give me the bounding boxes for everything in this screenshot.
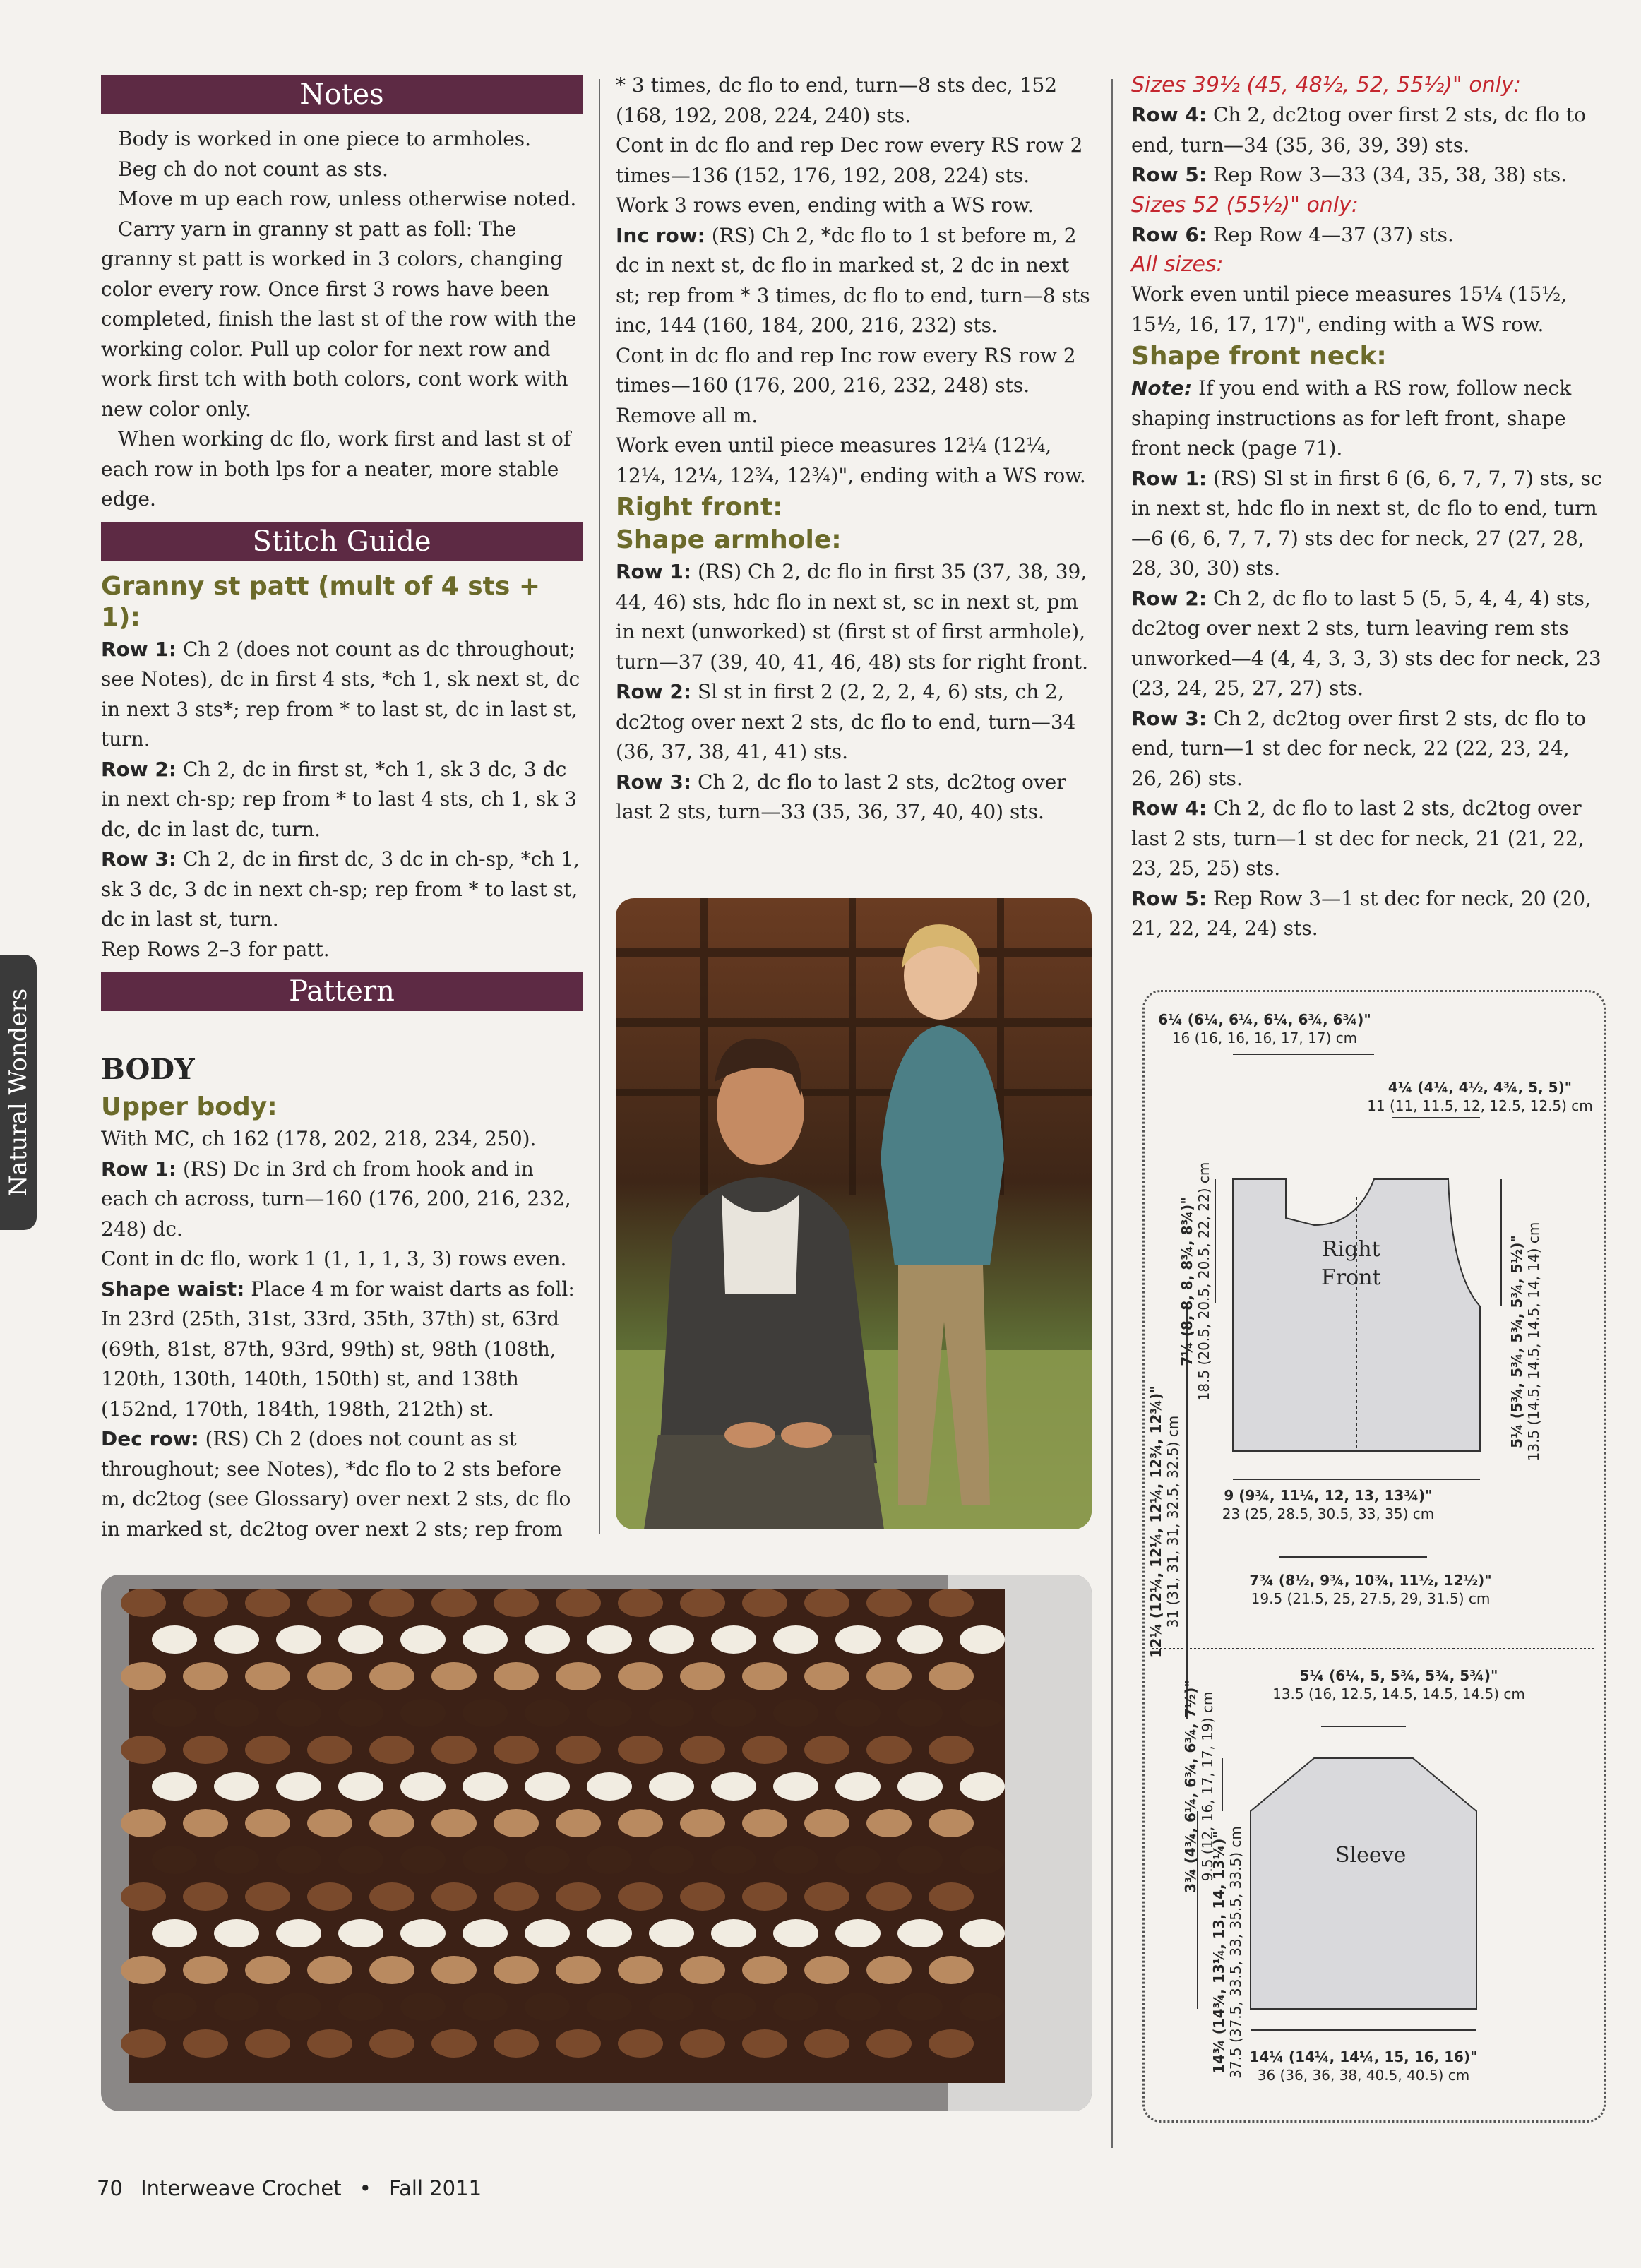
stitch-cluster [742, 1662, 787, 1690]
stitch-cluster [929, 1589, 974, 1617]
stitch-cluster [742, 2029, 787, 2058]
note: Body is worked in one piece to armholes. [118, 127, 532, 150]
stitch-cluster [742, 1736, 787, 1764]
stitch-cluster [152, 1772, 197, 1801]
stitch-cluster [649, 1699, 694, 1727]
stitch-cluster [463, 1993, 508, 2021]
dim-neck-width: 6¼ (6¼, 6¼, 6¼, 6¾, 6¾)" 16 (16, 16, 16, 17, 17) cm [1158, 1011, 1371, 1046]
stitch-cluster [214, 1772, 259, 1801]
stitch-cluster [587, 1625, 632, 1654]
paragraph: Work even until piece measures 12¼ (12¼, 12¼, 12¼, 12¾, 12¾)", ending with a WS row. [616, 434, 1086, 487]
stitch-cluster [183, 1882, 228, 1911]
granny-row: Row 1: Ch 2 (does not count as dc throughout; see Notes), dc in first 4 sts, *ch 1, sk next st, dc in next 3 sts*; rep from * to last st, dc in last st, turn. [101, 637, 580, 751]
column-3 [1131, 71, 1604, 944]
stitch-cluster [804, 2029, 849, 2058]
shape-armhole-heading: Shape armhole: [616, 525, 842, 554]
stitch-detail-photo [101, 1575, 1092, 2111]
sizes-heading: Sizes 52 (55½)" only: [1131, 192, 1359, 217]
stitch-cluster [183, 1589, 228, 1617]
stitch-cluster [152, 1919, 197, 1947]
stitch-cluster [929, 1736, 974, 1764]
column-rule [1111, 79, 1113, 2148]
paragraph: Remove all m. [616, 403, 758, 427]
paragraph: Work 3 rows even, ending with a WS row. [616, 193, 1034, 217]
stitch-cluster [525, 1919, 570, 1947]
stitch-cluster [525, 1993, 570, 2021]
stitch-cluster [245, 1662, 290, 1690]
right-front-heading: Right front: [616, 493, 783, 522]
stitch-cluster [618, 1809, 663, 1837]
stitch-cluster [649, 1993, 694, 2021]
stitch-cluster [618, 1662, 663, 1690]
stitch-cluster [152, 1846, 197, 1874]
stitch-cluster [680, 1736, 725, 1764]
stitch-cluster [494, 1882, 539, 1911]
stitch-cluster [897, 1919, 943, 1947]
stitch-cluster [866, 1589, 912, 1617]
stitch-cluster [245, 2029, 290, 2058]
stitch-cluster [835, 1625, 881, 1654]
stitch-cluster [400, 1919, 446, 1947]
stitch-cluster [525, 1699, 570, 1727]
stitch-cluster [587, 1919, 632, 1947]
stitch-cluster [525, 1625, 570, 1654]
stitch-cluster [463, 1772, 508, 1801]
stitch-cluster [214, 1699, 259, 1727]
stitch-cluster [307, 1882, 352, 1911]
stitch-cluster [431, 1809, 477, 1837]
dim-waist-width: 7¾ (8½, 9¾, 10¾, 11½, 12½)" 19.5 (21.5, 25, 27.5, 29, 31.5) cm [1249, 1572, 1492, 1607]
stitch-cluster [897, 1699, 943, 1727]
stitch-cluster [245, 1956, 290, 1984]
stitch-cluster [929, 1809, 974, 1837]
stitch-cluster [338, 1772, 383, 1801]
rep-rows: Rep Rows 2–3 for patt. [101, 937, 330, 961]
stitch-cluster [742, 1956, 787, 1984]
column-2 [616, 71, 1092, 828]
stitch-cluster [960, 1919, 1005, 1947]
stitch-cluster [338, 1625, 383, 1654]
stitch-cluster [866, 1809, 912, 1837]
row-instruction: Row 3: Ch 2, dc2tog over first 2 sts, dc flo to end, turn—1 st dec for neck, 22 (22, 23, 24, 26, 26) sts. [1131, 706, 1586, 790]
stitch-cluster [307, 1736, 352, 1764]
stitch-cluster [773, 1625, 818, 1654]
stitch-guide-heading: Stitch Guide [101, 522, 583, 561]
stitch-cluster [742, 1589, 787, 1617]
stitch-cluster [804, 1956, 849, 1984]
stitch-cluster [773, 1919, 818, 1947]
stitch-cluster [680, 1882, 725, 1911]
stitch-cluster [431, 1882, 477, 1911]
stitch-cluster [835, 1699, 881, 1727]
paragraph: * 3 times, dc flo to end, turn—8 sts dec, 152 (168, 192, 208, 224, 240) sts. [616, 73, 1058, 127]
row-instruction: Row 1: (RS) Sl st in first 6 (6, 6, 7, 7, 7) sts, sc in next st, hdc flo in next st, dc flo to end, turn—6 (6, 6, 7, 7, 7) sts dec for neck, 27 (27, 28, 28, 30, 30) sts. [1131, 466, 1602, 580]
row-instruction: Row 4: Ch 2, dc2tog over first 2 sts, dc flo to end, turn—34 (35, 36, 39, 39) sts. [1131, 103, 1586, 157]
row-instruction: Row 1: (RS) Ch 2, dc flo in first 35 (37, 38, 39, 44, 46) sts, hdc flo in next st, sc in next st, pm in next (unworked) st (first st of first armhole), turn—37 (39, 40, 41, 46, 48) sts for right front. [616, 560, 1088, 674]
column-1 [101, 71, 583, 1544]
stitch-cluster [431, 1956, 477, 1984]
issue-name: Fall 2011 [389, 2176, 482, 2200]
stitch-cluster [835, 1772, 881, 1801]
page-footer [97, 2176, 493, 2200]
paragraph: Work even until piece measures 15¼ (15½, 15½, 16, 17, 17)", ending with a WS row. [1131, 282, 1568, 336]
note: When working dc flo, work first and last st of each row in both lps for a neater, more stable edge. [101, 427, 571, 511]
stitch-cluster [338, 1919, 383, 1947]
stitch-cluster [835, 1919, 881, 1947]
stitch-cluster [680, 1809, 725, 1837]
stitch-cluster [680, 1956, 725, 1984]
stitch-cluster [742, 1882, 787, 1911]
stitch-cluster [307, 1809, 352, 1837]
stitch-cluster [183, 1736, 228, 1764]
stitch-cluster [525, 1846, 570, 1874]
row-instruction: Row 2: Ch 2, dc flo to last 5 (5, 5, 4, 4, 4) sts, dc2tog over next 2 sts, turn leaving rem sts unworked—4 (4, 4, 3, 3, 3) sts dec for neck, 23 (23, 24, 25, 27, 27) sts. [1131, 586, 1601, 700]
stitch-cluster [276, 1919, 321, 1947]
stitch-cluster [276, 1846, 321, 1874]
dim-sleeve-top: 5¼ (6¼, 5, 5¾, 5¾, 5¾)" 13.5 (16, 12.5, 14.5, 14.5, 14.5) cm [1272, 1667, 1525, 1702]
stitch-cluster [556, 1736, 601, 1764]
stitch-cluster [276, 1699, 321, 1727]
stitch-cluster [773, 1772, 818, 1801]
stitch-cluster [711, 1772, 756, 1801]
stitch-cluster [742, 1809, 787, 1837]
paragraph: Cont in dc flo and rep Inc row every RS row 2 times—160 (176, 200, 216, 232, 248) sts. [616, 343, 1076, 397]
stitch-cluster [711, 1993, 756, 2021]
stitch-cluster [866, 1662, 912, 1690]
stitch-cluster [307, 1662, 352, 1690]
row-instruction: Row 6: Rep Row 4—37 (37) sts. [1131, 222, 1454, 246]
publication-name: Interweave Crochet [141, 2176, 342, 2200]
stitch-cluster [835, 1846, 881, 1874]
schematic-panel [1142, 990, 1606, 2123]
stitch-cluster [307, 1589, 352, 1617]
row-instruction: Row 3: Ch 2, dc flo to last 2 sts, dc2tog over last 2 sts, turn—33 (35, 36, 37, 40, 40) sts. [616, 770, 1066, 823]
stitch-cluster [338, 1699, 383, 1727]
stitch-cluster [431, 1662, 477, 1690]
row-instruction: Row 5: Rep Row 3—33 (34, 35, 38, 38) sts. [1131, 163, 1568, 186]
stitch-cluster [680, 2029, 725, 2058]
page-number: 70 [97, 2176, 123, 2200]
stitch-cluster [369, 1589, 414, 1617]
stitch-cluster [214, 1625, 259, 1654]
stitch-cluster [960, 1846, 1005, 1874]
stitch-cluster [400, 1699, 446, 1727]
stitch-cluster [556, 1882, 601, 1911]
stitch-cluster [804, 1809, 849, 1837]
stitch-cluster [152, 1699, 197, 1727]
stitch-cluster [897, 1993, 943, 2021]
stitch-cluster [897, 1846, 943, 1874]
stitch-cluster [649, 1625, 694, 1654]
stitch-cluster [369, 1956, 414, 1984]
dim-shoulder: 4¼ (4¼, 4½, 4¾, 5, 5)" 11 (11, 11.5, 12, 12.5, 12.5) cm [1367, 1079, 1593, 1114]
stitch-cluster [400, 1846, 446, 1874]
stitch-cluster [494, 1809, 539, 1837]
stitch-cluster [618, 1882, 663, 1911]
stitch-cluster [929, 1662, 974, 1690]
stitch-cluster [897, 1772, 943, 1801]
stitch-cluster [463, 1625, 508, 1654]
shape-neck-heading: Shape front neck: [1131, 342, 1387, 371]
stitch-cluster [369, 1736, 414, 1764]
stitch-cluster [245, 1736, 290, 1764]
stitch-cluster [245, 1809, 290, 1837]
stitch-cluster [587, 1772, 632, 1801]
stitch-cluster [463, 1919, 508, 1947]
stitch-cluster [835, 1993, 881, 2021]
paragraph: Row 1: (RS) Dc in 3rd ch from hook and in each ch across, turn—160 (176, 200, 216, 232, 248) dc. [101, 1157, 571, 1241]
stitch-cluster [400, 1625, 446, 1654]
stitch-cluster [307, 2029, 352, 2058]
schematic-label-sleeve: Sleeve [1335, 1843, 1407, 1868]
column-rule [599, 79, 600, 1534]
stitch-cluster [245, 1589, 290, 1617]
all-sizes-heading: All sizes: [1131, 252, 1224, 277]
stitch-cluster [369, 1662, 414, 1690]
stitch-cluster [866, 2029, 912, 2058]
stitch-cluster [897, 1625, 943, 1654]
stitch-cluster [866, 1882, 912, 1911]
stitch-cluster [960, 1699, 1005, 1727]
stitch-cluster [618, 2029, 663, 2058]
note-paragraph: Note: If you end with a RS row, follow neck shaping instructions as for left front, shape front neck (page 71). [1131, 376, 1572, 460]
stitch-cluster [680, 1662, 725, 1690]
stitch-cluster [121, 1662, 166, 1690]
stitch-cluster [618, 1736, 663, 1764]
row-instruction: Row 5: Rep Row 3—1 st dec for neck, 20 (20, 21, 22, 24, 24) sts. [1131, 886, 1592, 940]
stitch-cluster [463, 1699, 508, 1727]
stitch-cluster [183, 1662, 228, 1690]
paragraph: Shape waist: Place 4 m for waist darts as foll: In 23rd (25th, 31st, 33rd, 35th, 37th) st, 63rd (69th, 81st, 87th, 93rd, 99th) st, 98th (108th, 120th, 130th, 140th, 150th) st, and 138th (152nd, 170th, 184th, 198th, 212th) st. [101, 1277, 575, 1421]
sizes-heading: Sizes 39½ (45, 48½, 52, 55½)" only: [1131, 73, 1521, 97]
stitch-cluster [400, 1772, 446, 1801]
section-tab [0, 955, 37, 1230]
stitch-cluster [556, 1589, 601, 1617]
stitch-cluster [649, 1772, 694, 1801]
stitch-cluster [214, 1846, 259, 1874]
stitch-cluster [121, 1882, 166, 1911]
stitch-cluster [618, 1956, 663, 1984]
stitch-cluster [121, 1809, 166, 1837]
dim-lower-width: 9 (9¾, 11¼, 12, 13, 13¾)" 23 (25, 28.5, 30.5, 33, 35) cm [1222, 1487, 1435, 1522]
stitch-cluster [276, 1625, 321, 1654]
stitch-cluster [431, 2029, 477, 2058]
note: Carry yarn in granny st patt as foll: The granny st patt is worked in 3 colors, changing color every row. Once first 3 rows have been completed, finish the last st of the row with the working color. Pull up color for next row and work first tch with both colors, cont work with new color only. [101, 217, 577, 421]
stitch-cluster [587, 1699, 632, 1727]
stitch-cluster [214, 1919, 259, 1947]
stitch-cluster [152, 1625, 197, 1654]
stitch-cluster [711, 1846, 756, 1874]
stitch-cluster [121, 1589, 166, 1617]
stitch-cluster [804, 1589, 849, 1617]
stitch-cluster [711, 1919, 756, 1947]
stitch-cluster [494, 2029, 539, 2058]
stitch-cluster [214, 1993, 259, 2021]
stitch-cluster [494, 1736, 539, 1764]
stitch-cluster [494, 1662, 539, 1690]
stitch-cluster [773, 1993, 818, 2021]
stitch-cluster [866, 1956, 912, 1984]
pattern-heading: Pattern [101, 972, 583, 1011]
dim-armhole-depth: 7¼ (8, 8, 8, 8¾, 8¾)" 18.5 (20.5, 20.5, 20.5, 22, 22) cm [1178, 1162, 1212, 1402]
stitch-cluster [618, 1589, 663, 1617]
dim-sleeve-length: 14¾ (14¾, 13¼, 13, 14, 13¼)" 37.5 (37.5, 33.5, 33, 35.5, 33.5) cm [1210, 1826, 1244, 2079]
stitch-cluster [960, 1993, 1005, 2021]
stitch-cluster [804, 1662, 849, 1690]
stitch-cluster [680, 1589, 725, 1617]
granny-heading: Granny st patt (mult of 4 sts + 1): [101, 571, 540, 632]
paragraph: Cont in dc flo, work 1 (1, 1, 1, 3, 3) rows even. [101, 1247, 567, 1270]
stitch-cluster [929, 1956, 974, 1984]
stitch-cluster [929, 1882, 974, 1911]
stitch-cluster [711, 1625, 756, 1654]
stitch-cluster [121, 1736, 166, 1764]
stitch-cluster [152, 1993, 197, 2021]
paragraph: Inc row: (RS) Ch 2, *dc flo to 1 st before m, 2 dc in next st, dc flo in marked st, 2 dc in next st; rep from * 3 times, dc flo to end, turn—8 sts inc, 144 (160, 184, 200, 216, 232) sts. [616, 223, 1090, 337]
stitch-cluster [804, 1882, 849, 1911]
dim-side: 5¼ (5¾, 5¾, 5¾, 5¾, 5½)" 13.5 (14.5, 14.5, 14.5, 14, 14) cm [1508, 1222, 1542, 1462]
stitch-cluster [338, 1993, 383, 2021]
paragraph: Dec row: (RS) Ch 2 (does not count as st throughout; see Notes), *dc flo to 2 sts before m, dc2tog (see Glossary) over next 2 sts, dc flo in marked st, dc2tog over next 2 sts; rep from [101, 1427, 571, 1541]
stitch-cluster [711, 1699, 756, 1727]
stitch-cluster [556, 2029, 601, 2058]
stitch-cluster [183, 1956, 228, 1984]
stitch-cluster [307, 1956, 352, 1984]
stitch-cluster [431, 1736, 477, 1764]
section-tab-label: Natural Wonders [4, 988, 32, 1197]
models-photo [616, 898, 1092, 1529]
paragraph: With MC, ch 162 (178, 202, 218, 234, 250). [101, 1127, 537, 1150]
stitch-cluster [773, 1846, 818, 1874]
stitch-cluster [525, 1772, 570, 1801]
granny-row: Row 3: Ch 2, dc in first dc, 3 dc in ch-sp, *ch 1, sk 3 dc, 3 dc in next ch-sp; rep from * to last st, dc in last st, turn. [101, 847, 580, 931]
stitch-cluster [183, 1809, 228, 1837]
dim-sleeve-cap: 3¾ (4¾, 6¼, 6¾, 6¾, 7½)" 9.5 (12, 16, 17, 17, 19) cm [1182, 1680, 1216, 1893]
stitch-cluster [587, 1846, 632, 1874]
stitch-cluster [276, 1993, 321, 2021]
stitch-cluster [369, 2029, 414, 2058]
paragraph: Cont in dc flo and rep Dec row every RS row 2 times—136 (152, 176, 192, 208, 224) sts. [616, 133, 1083, 187]
row-instruction: Row 2: Sl st in first 2 (2, 2, 2, 4, 6) sts, ch 2, dc2tog over next 2 sts, dc flo to end, turn—34 (36, 37, 38, 41, 41) sts. [616, 680, 1076, 763]
note: Beg ch do not count as sts. [118, 157, 388, 181]
dim-length: 12¼ (12¼, 12¼, 12¼, 12¾, 12¾)" 31 (31, 31, 31, 32.5, 32.5) cm [1147, 1385, 1181, 1658]
stitch-cluster [463, 1846, 508, 1874]
stitch-cluster [338, 1846, 383, 1874]
body-heading: BODY [101, 1053, 195, 1086]
stitch-cluster [929, 2029, 974, 2058]
stitch-cluster [866, 1736, 912, 1764]
note: Move m up each row, unless otherwise noted. [118, 187, 577, 210]
stitch-cluster [431, 1589, 477, 1617]
stitch-cluster [183, 2029, 228, 2058]
stitch-cluster [587, 1993, 632, 2021]
stitch-cluster [494, 1589, 539, 1617]
stitch-cluster [400, 1993, 446, 2021]
stitch-cluster [276, 1772, 321, 1801]
granny-row: Row 2: Ch 2, dc in first st, *ch 1, sk 3 dc, 3 dc in next ch-sp; rep from * to last 4 sts, ch 1, sk 3 dc, dc in last dc, turn. [101, 757, 577, 841]
stitch-cluster [649, 1846, 694, 1874]
stitch-cluster [804, 1736, 849, 1764]
stitch-cluster [369, 1882, 414, 1911]
footer-bullet: • [359, 2176, 371, 2200]
notes-heading: Notes [101, 75, 583, 114]
row-instruction: Row 4: Ch 2, dc flo to last 2 sts, dc2tog over last 2 sts, turn—1 st dec for neck, 21 (21, 22, 23, 25, 25) sts. [1131, 796, 1585, 880]
stitch-cluster [245, 1882, 290, 1911]
stitch-cluster [960, 1625, 1005, 1654]
dim-sleeve-bottom: 14¼ (14¼, 14¼, 15, 16, 16)" 36 (36, 36, 38, 40.5, 40.5) cm [1249, 2048, 1478, 2084]
upper-body-heading: Upper body: [101, 1092, 278, 1121]
stitch-cluster [960, 1772, 1005, 1801]
stitch-cluster [121, 2029, 166, 2058]
stitch-cluster [494, 1956, 539, 1984]
stitch-cluster [773, 1699, 818, 1727]
schematic-label-right-front: Right Front [1321, 1237, 1381, 1290]
stitch-cluster [649, 1919, 694, 1947]
stitch-cluster [556, 1956, 601, 1984]
stitch-cluster [369, 1809, 414, 1837]
stitch-cluster [121, 1956, 166, 1984]
stitch-cluster [556, 1662, 601, 1690]
stitch-cluster [556, 1809, 601, 1837]
